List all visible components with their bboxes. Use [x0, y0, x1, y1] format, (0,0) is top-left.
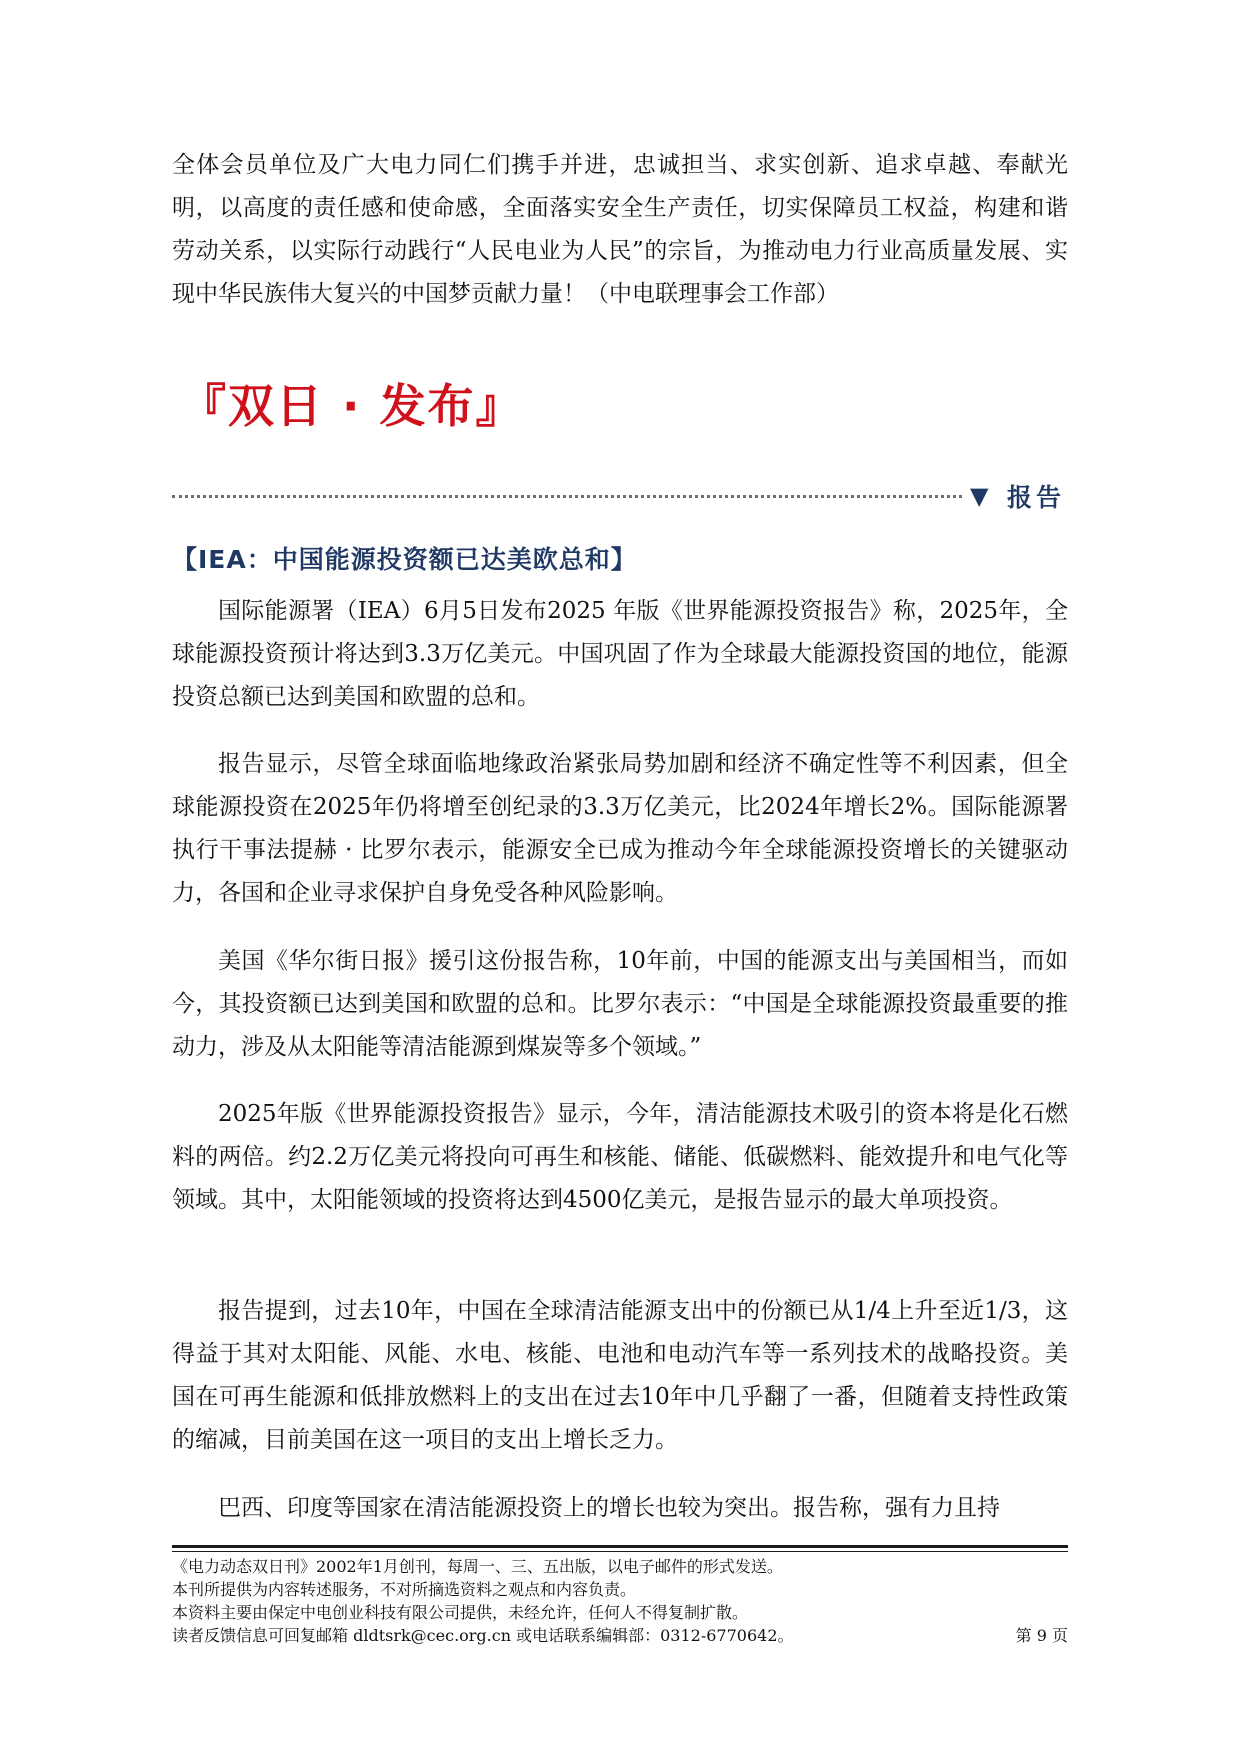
- article-paragraph: 美国《华尔街日报》援引这份报告称，10年前，中国的能源支出与美国相当，而如今，其投资额已达到美国和欧盟的总和。比罗尔表示：“中国是全球能源投资最重要的推动力，涉及从太阳能等清洁能源到煤炭等多个领域。”: [172, 948, 1068, 1060]
- footer-line: 《电力动态双日刊》2002年1月创刊，每周一、三、五出版，以电子邮件的形式发送。: [172, 1557, 783, 1576]
- section-title: 『双日 · 发布』: [180, 379, 524, 433]
- article-headline: 【IEA：中国能源投资额已达美欧总和】: [172, 545, 637, 574]
- article-paragraph: 巴西、印度等国家在清洁能源投资上的增长也较为突出。报告称，强有力且持: [218, 1495, 1000, 1521]
- footer-line: 本刊所提供为内容转述服务，不对所摘选资料之观点和内容负责。: [172, 1580, 637, 1599]
- category-divider: [172, 478, 1068, 518]
- footer-rule-thick: [172, 1545, 1068, 1548]
- article-paragraph: 2025年版《世界能源投资报告》显示，今年，清洁能源技术吸引的资本将是化石燃料的两倍。约2.2万亿美元将投向可再生和核能、储能、低碳燃料、能效提升和电气化等领域。其中，太阳能领域的投资将达到4500亿美元，是报告显示的最大单项投资。: [172, 1101, 1068, 1213]
- footer: [172, 1555, 1068, 1647]
- page-number: 第 9 页: [1015, 1626, 1068, 1645]
- article-paragraph: 国际能源署（IEA）6月5日发布2025 年版《世界能源投资报告》称，2025年，全球能源投资预计将达到3.3万亿美元。中国巩固了作为全球最大能源投资国的地位，能源投资总额已达到美国和欧盟的总和。: [172, 598, 1068, 710]
- footer-line: 读者反馈信息可回复邮箱 dldtsrk@cec.org.cn 或电话联系编辑部：0312-6770642。: [172, 1626, 794, 1645]
- intro-paragraph: 全体会员单位及广大电力同仁们携手并进，忠诚担当、求实创新、追求卓越、奉献光明，以高度的责任感和使命感，全面落实安全生产责任，切实保障员工权益，构建和谐劳动关系，以实际行动践行“人民电业为人民”的宗旨，为推动电力行业高质量发展、实现中华民族伟大复兴的中国梦贡献力量！（中电联理事会工作部）: [172, 152, 1068, 307]
- footer-rule-thin: [172, 1551, 1068, 1552]
- article-paragraph: 报告显示，尽管全球面临地缘政治紧张局势加剧和经济不确定性等不利因素，但全球能源投资在2025年仍将增至创纪录的3.3万亿美元，比2024年增长2%。国际能源署执行干事法提赫 · 比罗尔表示，能源安全已成为推动今年全球能源投资增长的关键驱动力，各国和企业寻求保护自身免受各种风险影响。: [172, 751, 1068, 906]
- article-paragraph: 报告提到，过去10年，中国在全球清洁能源支出中的份额已从1/4上升至近1/3，这得益于其对太阳能、风能、水电、核能、电池和电动汽车等一系列技术的战略投资。美国在可再生能源和低排放燃料上的支出在过去10年中几乎翻了一番，但随着支持性政策的缩减，目前美国在这一项目的支出上增长乏力。: [172, 1298, 1068, 1453]
- triangle-down-icon: ▼: [970, 482, 989, 510]
- footer-line: 本资料主要由保定中电创业科技有限公司提供，未经允许，任何人不得复制扩散。: [172, 1603, 749, 1622]
- dotted-rule: [172, 495, 962, 498]
- category-label: 报告: [1007, 483, 1066, 512]
